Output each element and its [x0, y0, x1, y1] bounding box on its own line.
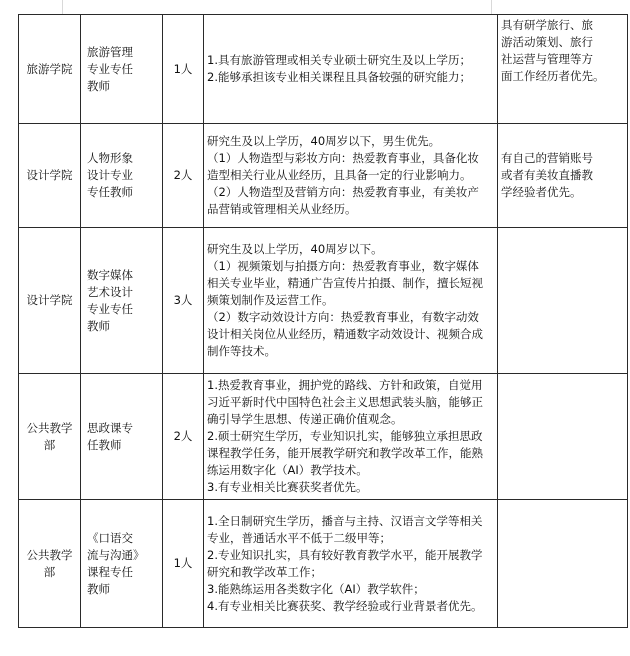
requirements-cell: 1.具有旅游管理或相关专业硕士研究生及以上学历； 2.能够承担该专业相关课程且具备较强的研究能力； — [204, 15, 498, 124]
position-cell: 旅游管理 专业专任 教师 — [81, 15, 163, 124]
other-cell — [498, 374, 628, 500]
count-cell: 1人 — [163, 15, 204, 124]
ruler-tick — [62, 0, 63, 14]
table-row — [19, 15, 628, 124]
count-cell: 2人 — [163, 374, 204, 500]
college-cell: 公共教学 部 — [19, 374, 81, 500]
college-cell: 设计学院 — [19, 228, 81, 374]
college-cell: 旅游学院 — [19, 15, 81, 124]
requirements-cell: 研究生及以上学历，40周岁以下，男生优先。 （1）人物造型与彩妆方向：热爱教育事业，具备化妆 造型相关行业从业经历，且具备一定的行业影响力。 （2）人物造型及营销方向：热爱教育事业，有美妆产 品营销或管理相关从业经历。 — [204, 124, 498, 228]
position-cell: 人物形象 设计专业 专任教师 — [81, 124, 163, 228]
position-cell: 数字媒体 艺术设计 专业专任 教师 — [81, 228, 163, 374]
recruitment-table — [18, 14, 628, 628]
table-row — [19, 124, 628, 228]
count-cell: 1人 — [163, 500, 204, 628]
college-cell: 公共教学 部 — [19, 500, 81, 628]
other-cell — [498, 228, 628, 374]
table-row — [19, 500, 628, 628]
other-cell: 有自己的营销账号 或者有美妆直播教 学经验者优先。 — [498, 124, 628, 228]
requirements-cell: 1.热爱教育事业，拥护党的路线、方针和政策，自觉用 习近平新时代中国特色社会主义思想武装头脑，能够正 确引导学生思想、传递正确价值观念。 2.硕士研究生学历，专业知识扎实，能够独立承担思政 课程教学任务，能开展教学研究和教学改革工作，能熟 练运用数字化（AI）教学技术。 3.有专业相关比赛获奖者优先。 — [204, 374, 498, 500]
position-cell: 《口语交 流与沟通》 课程专任 教师 — [81, 500, 163, 628]
requirements-cell: 1.全日制研究生学历，播音与主持、汉语言文学等相关 专业，普通话水平不低于二级甲等； 2.专业知识扎实，具有较好教育教学水平，能开展教学 研究和教学改革工作； 3.能熟练运用各类数字化（AI）教学软件； 4.有专业相关比赛获奖、教学经验或行业背景者优先。 — [204, 500, 498, 628]
table-row — [19, 228, 628, 374]
ruler-tick — [491, 0, 492, 14]
requirements-cell: 研究生及以上学历，40周岁以下。 （1）视频策划与拍摄方向：热爱教育事业，数字媒体 相关专业毕业，精通广告宣传片拍摄、制作，擅长短视 频策划制作及运营工作。 （2）数字动效设计方向：热爱教育事业，有数字动效 设计相关岗位从业经历，精通数字动效设计、视频合成 制作等技术。 — [204, 228, 498, 374]
other-cell: 具有研学旅行、旅 游活动策划、旅行 社运营与管理等方 面工作经历者优先。 — [498, 15, 628, 124]
other-cell — [498, 500, 628, 628]
table-row — [19, 374, 628, 500]
top-ruler — [0, 0, 630, 14]
position-cell: 思政课专 任教师 — [81, 374, 163, 500]
count-cell: 3人 — [163, 228, 204, 374]
college-cell: 设计学院 — [19, 124, 81, 228]
count-cell: 2人 — [163, 124, 204, 228]
